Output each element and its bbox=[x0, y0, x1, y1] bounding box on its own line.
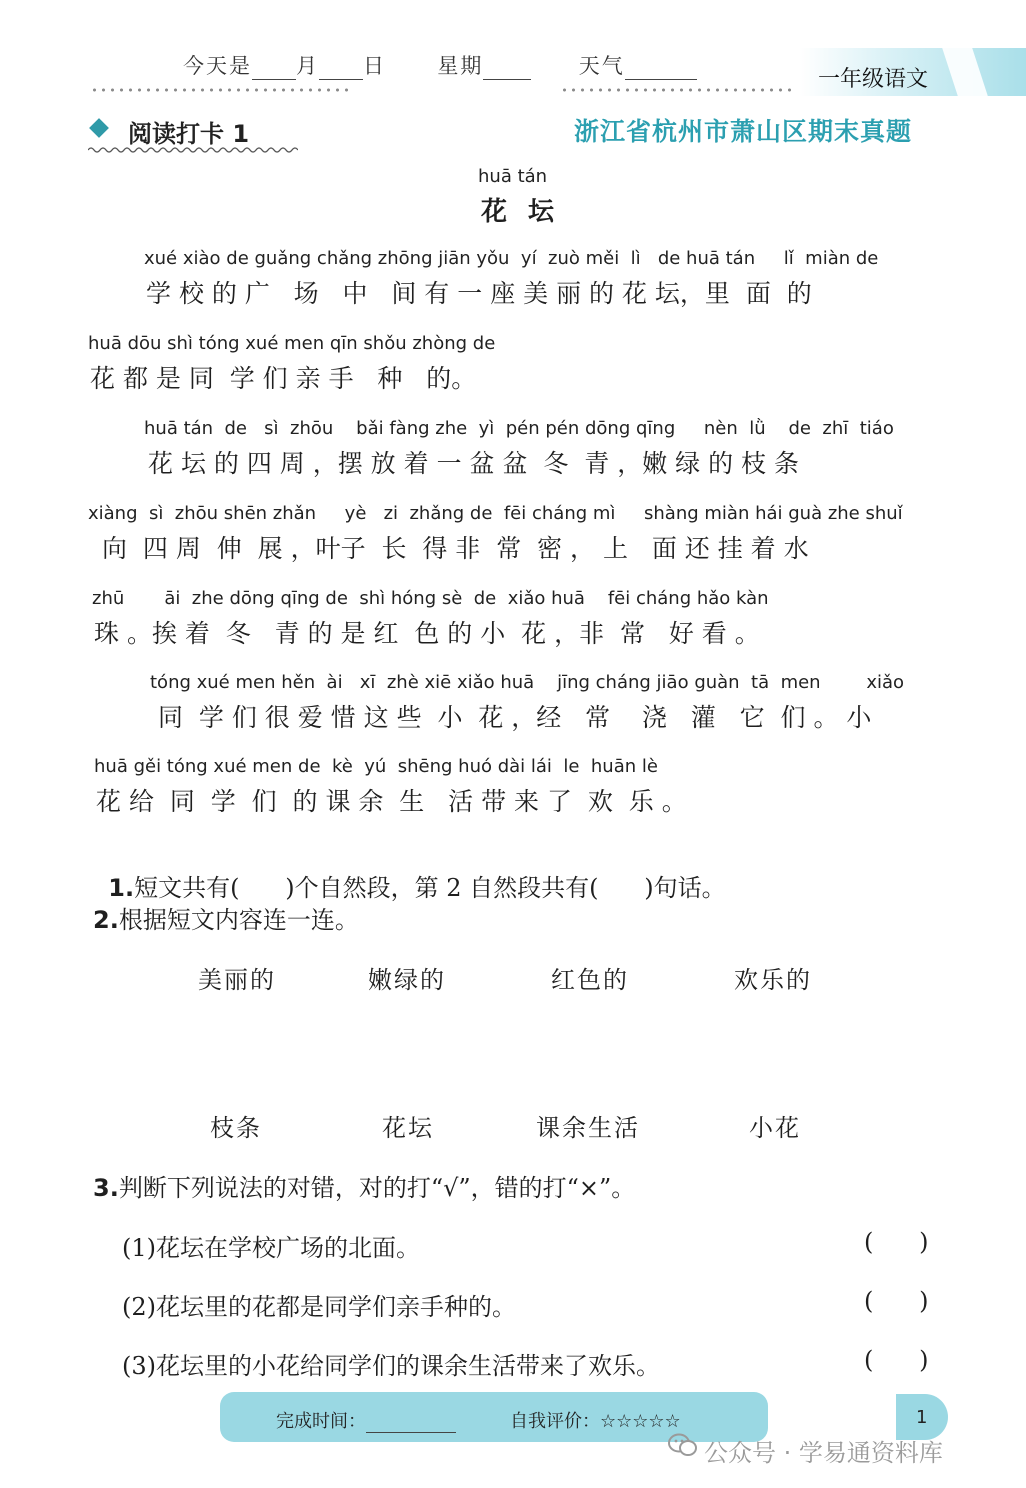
question-1-text: 短文共有( )个自然段，第 2 自然段共有( )句话。 bbox=[134, 874, 726, 902]
completion-time bbox=[276, 1407, 456, 1433]
pinyin-line-5: zhū āi zhe dōng qīng de shì hóng sè de xiǎo huā fēi cháng hǎo kàn bbox=[92, 588, 769, 609]
text-line-1: 学 校 的 广 场 中 间 有 一 座 美 丽 的 花 坛，里 面 的 bbox=[146, 279, 812, 308]
match-top-2[interactable]: 嫩绿的 bbox=[368, 966, 446, 994]
text-line-7: 花 给 同 学 们 的 课 余 生 活 带 来 了 欢 乐 。 bbox=[96, 787, 687, 816]
question-3-text: 判断下列说法的对错，对的打“√”，错的打“×”。 bbox=[118, 1174, 636, 1202]
month-blank[interactable] bbox=[252, 59, 296, 80]
text-line-6: 同 学 们 很 爱 惜 这 些 小 花 ，经 常 浇 灌 它 们 。 小 bbox=[158, 703, 872, 732]
text-line-5: 珠 。挨 着 冬 青 的 是 红 色 的 小 花 ，非 常 好 看 。 bbox=[94, 619, 760, 648]
month-label: 月 bbox=[296, 54, 319, 78]
question-2 bbox=[93, 900, 359, 935]
wechat-icon bbox=[668, 1432, 698, 1458]
pinyin-line-6: tóng xué men hěn ài xī zhè xiē xiǎo huā jīng cháng jiāo guàn tā men xiǎo bbox=[150, 672, 905, 693]
grade-label: 一年级语文 bbox=[818, 67, 929, 92]
question-2-text: 根据短文内容连一连。 bbox=[118, 906, 359, 934]
weather-label: 天气 bbox=[578, 54, 625, 78]
pinyin-line-7: huā gěi tóng xué men de kè yú shēng huó dài lái le huān lè bbox=[94, 756, 658, 777]
self-evaluation bbox=[510, 1407, 681, 1433]
section-title: 阅读打卡 1 bbox=[128, 120, 250, 148]
judge-answer-3[interactable]: ( ) bbox=[864, 1346, 929, 1374]
day-blank[interactable] bbox=[319, 59, 363, 80]
day-label: 日 bbox=[363, 54, 386, 78]
judge-item-3: (3)花坛里的小花给同学们的课余生活带来了欢乐。 bbox=[122, 1352, 660, 1380]
self-evaluation-label: 自我评价： bbox=[510, 1411, 600, 1432]
weekday-label: 星期 bbox=[437, 54, 484, 78]
weekday-blank[interactable] bbox=[483, 59, 531, 80]
question-3-number: 3. bbox=[93, 1174, 119, 1202]
question-1 bbox=[93, 840, 726, 903]
watermark: 公众号 · 学易通资料库 bbox=[704, 1439, 943, 1467]
text-line-3: 花 坛 的 四 周 ，摆 放 着 一 盆 盆 冬 青 ，嫩 绿 的 枝 条 bbox=[148, 449, 799, 478]
dotted-divider-left bbox=[90, 88, 348, 92]
pinyin-line-2: huā dōu shì tóng xué men qīn shǒu zhòng de bbox=[88, 333, 496, 354]
question-3 bbox=[93, 1168, 635, 1203]
pinyin-line-4: xiàng sì zhōu shēn zhǎn yè zi zhǎng de fēi cháng mì shàng miàn hái guà zhe shuǐ bbox=[88, 503, 903, 524]
judge-item-2: (2)花坛里的花都是同学们亲手种的。 bbox=[122, 1293, 516, 1321]
match-top-4[interactable]: 欢乐的 bbox=[734, 966, 812, 994]
weather-blank[interactable] bbox=[625, 59, 697, 80]
date-line bbox=[183, 50, 697, 80]
passage-title: 花 坛 bbox=[481, 197, 561, 227]
pinyin-line-1: xué xiào de guǎng chǎng zhōng jiān yǒu yí zuò měi lì de huā tán lǐ miàn de bbox=[144, 248, 879, 269]
wavy-underline bbox=[88, 146, 298, 154]
match-bottom-3[interactable]: 课余生活 bbox=[536, 1114, 640, 1142]
match-bottom-2[interactable]: 花坛 bbox=[382, 1114, 434, 1142]
text-line-4: 向 四 周 伸 展 ，叶子 长 得 非 常 密 ， 上 面 还 挂 着 水 bbox=[102, 534, 809, 563]
diamond-icon bbox=[89, 118, 109, 138]
completion-time-label: 完成时间： bbox=[276, 1411, 366, 1432]
exam-source: 浙江省杭州市萧山区期末真题 bbox=[574, 117, 913, 146]
match-bottom-4[interactable]: 小花 bbox=[749, 1114, 801, 1142]
match-bottom-1[interactable]: 枝条 bbox=[210, 1114, 262, 1142]
today-label: 今天是 bbox=[183, 54, 252, 78]
star-rating[interactable]: ☆☆☆☆☆ bbox=[600, 1411, 681, 1432]
pinyin-line-3: huā tán de sì zhōu bǎi fàng zhe yì pén pén dōng qīng nèn lǜ de zhī tiáo bbox=[144, 418, 894, 439]
judge-answer-2[interactable]: ( ) bbox=[864, 1287, 929, 1315]
dotted-divider-right bbox=[560, 88, 792, 92]
completion-time-blank[interactable] bbox=[366, 1414, 456, 1433]
judge-answer-1[interactable]: ( ) bbox=[864, 1228, 929, 1256]
text-line-2: 花 都 是 同 学 们 亲 手 种 的。 bbox=[90, 364, 477, 393]
question-1-number: 1. bbox=[108, 874, 135, 902]
question-2-number: 2. bbox=[93, 906, 119, 934]
title-pinyin: huā tán bbox=[478, 166, 548, 187]
match-top-1[interactable]: 美丽的 bbox=[198, 966, 276, 994]
page-number: 1 bbox=[916, 1407, 928, 1428]
match-top-3[interactable]: 红色的 bbox=[551, 966, 629, 994]
judge-item-1: (1)花坛在学校广场的北面。 bbox=[122, 1234, 420, 1262]
